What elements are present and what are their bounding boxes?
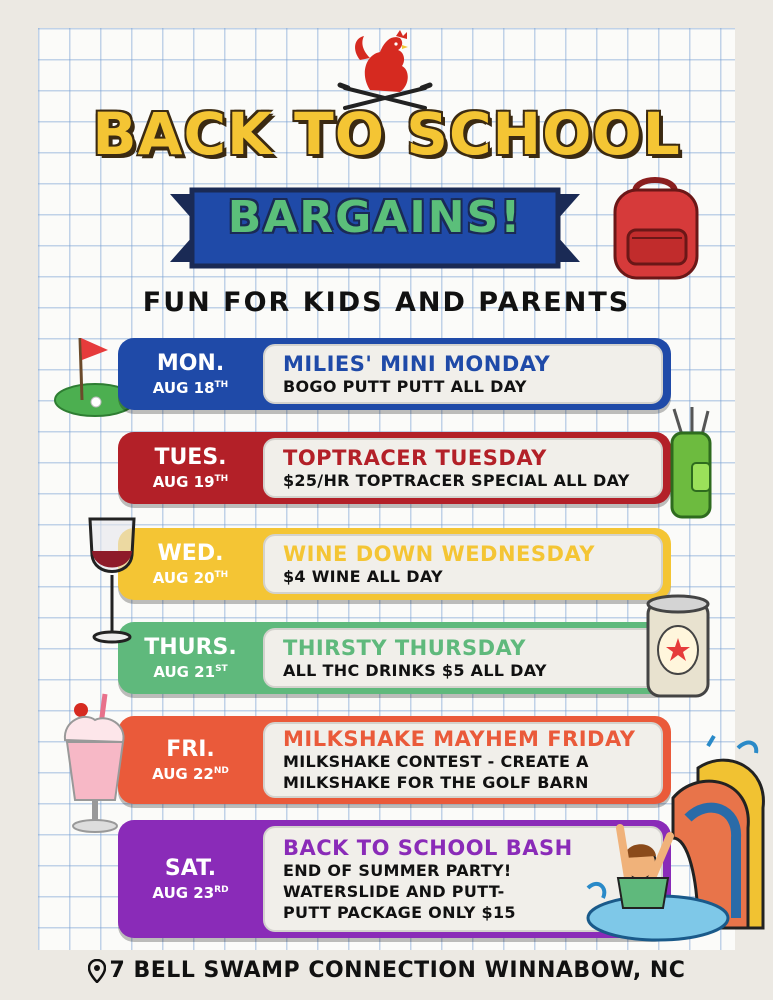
event-panel xyxy=(263,438,663,498)
event-panel xyxy=(263,534,663,594)
event-desc-line: END OF SUMMER PARTY! xyxy=(283,860,512,880)
event-panel xyxy=(263,344,663,404)
wine-glass-icon xyxy=(82,515,142,645)
beer-can-icon xyxy=(638,590,718,700)
day-name: FRI. xyxy=(166,736,215,762)
rooster-logo-icon xyxy=(330,30,440,110)
subtitle: FUN FOR KIDS AND PARENTS xyxy=(142,287,631,318)
event-desc-line: PUTT PACKAGE ONLY $15 xyxy=(283,902,516,922)
day-name: THURS. xyxy=(144,634,237,660)
event-desc: BOGO PUTT PUTT ALL DAY xyxy=(283,376,527,396)
day-name: TUES. xyxy=(154,444,227,470)
event-name: MILKSHAKE MAYHEM FRIDAY xyxy=(283,727,636,751)
event-name: BACK TO SCHOOL BASH xyxy=(283,835,573,860)
day-date: AUG 22ND xyxy=(152,764,229,783)
event-desc: $25/HR TOPTRACER SPECIAL ALL DAY xyxy=(283,470,630,490)
location-pin-icon xyxy=(88,959,106,983)
day-date: AUG 21ST xyxy=(153,662,228,681)
event-desc-line: MILKSHAKE FOR THE GOLF BARN xyxy=(283,773,589,792)
event-desc: ALL THC DRINKS $5 ALL DAY xyxy=(283,660,547,680)
event-name: WINE DOWN WEDNESDAY xyxy=(283,541,595,566)
event-name: THIRSTY THURSDAY xyxy=(283,635,526,660)
day-name: SAT. xyxy=(164,855,217,881)
day-name: MON. xyxy=(156,350,225,376)
event-row-monday xyxy=(118,338,671,410)
milkshake-icon xyxy=(55,690,135,840)
day-date: AUG 23RD xyxy=(152,883,229,902)
waterslide-icon xyxy=(578,728,773,948)
footer-address xyxy=(0,958,773,983)
event-row-wednesday xyxy=(118,528,671,600)
page-title: BACK TO SCHOOL xyxy=(92,100,681,168)
day-name: WED. xyxy=(157,540,224,566)
golf-bag-icon xyxy=(660,405,720,520)
day-date: AUG 18TH xyxy=(152,378,229,397)
day-badge xyxy=(118,338,263,410)
day-date: AUG 19TH xyxy=(152,472,229,491)
day-badge xyxy=(118,716,263,804)
event-row-thursday xyxy=(118,622,671,694)
event-desc: $4 WINE ALL DAY xyxy=(283,566,443,586)
day-date: AUG 20TH xyxy=(152,568,229,587)
event-name: MILIES' MINI MONDAY xyxy=(283,351,551,376)
banner-text: BARGAINS! xyxy=(227,192,523,243)
day-badge xyxy=(118,820,263,938)
event-panel xyxy=(263,628,663,688)
event-name: TOPTRACER TUESDAY xyxy=(283,445,547,470)
event-desc-line: MILKSHAKE CONTEST - CREATE A xyxy=(283,752,589,771)
day-badge xyxy=(118,432,263,504)
event-desc-line: WATERSLIDE AND PUTT- xyxy=(283,881,505,901)
backpack-icon xyxy=(600,172,710,282)
event-row-tuesday xyxy=(118,432,671,504)
address-text: 7 BELL SWAMP CONNECTION WINNABOW, NC xyxy=(109,958,686,983)
